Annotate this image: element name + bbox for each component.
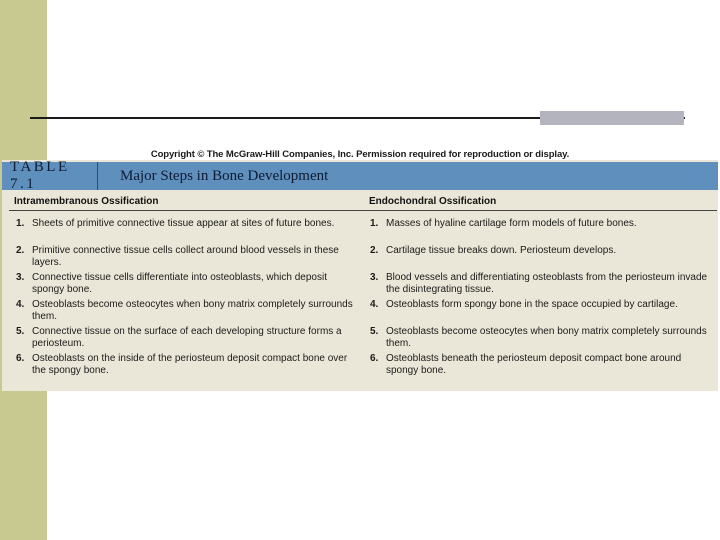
step-text: Primitive connective tissue cells collect around blood vessels in these layers. (32, 245, 339, 268)
step-number: 3. (16, 272, 25, 283)
step-text: Osteoblasts on the inside of the periosteum deposit compact bone over the spongy bone. (32, 353, 348, 376)
step-text: Connective tissue on the surface of each developing structure forms a periosteum. (32, 326, 342, 349)
step-number: 5. (16, 326, 25, 337)
copyright-notice: Copyright © The McGraw-Hill Companies, Inc. Permission required for reproduction or display. (150, 149, 570, 160)
step-number: 6. (16, 353, 25, 364)
table-row (370, 218, 710, 241)
step-number: 3. (370, 272, 379, 283)
table-row (16, 272, 356, 295)
step-text: Osteoblasts become osteocytes when bony matrix completely surrounds them. (32, 299, 353, 322)
column-header-intramembranous: Intramembranous Ossification (14, 196, 159, 207)
step-text: Blood vessels and differentiating osteoblasts from the periosteum invade the disintegrating tissue. (386, 272, 708, 295)
step-text: Connective tissue cells differentiate into osteoblasts, which deposit spongy bone. (32, 272, 327, 295)
table-row (16, 326, 356, 349)
table-header (2, 159, 718, 192)
endochondral-steps (370, 218, 710, 380)
step-number: 2. (16, 245, 25, 256)
table-row (370, 353, 710, 376)
step-number: 2. (370, 245, 379, 256)
column-header-divider (9, 210, 717, 211)
step-text: Masses of hyaline cartilage form models of future bones. (386, 218, 637, 229)
table-row (370, 326, 710, 349)
step-number: 5. (370, 326, 379, 337)
table-number: TABLE 7.1 (2, 162, 98, 190)
step-text: Osteoblasts beneath the periosteum deposit compact bone around spongy bone. (386, 353, 682, 376)
column-header-endochondral: Endochondral Ossification (369, 196, 497, 207)
step-number: 1. (16, 218, 25, 229)
table-title: Major Steps in Bone Development (120, 167, 329, 184)
step-text: Osteoblasts form spongy bone in the space occupied by cartilage. (386, 299, 678, 310)
table-row (16, 299, 356, 322)
table-row (16, 353, 356, 376)
step-number: 6. (370, 353, 379, 364)
step-number: 4. (370, 299, 379, 310)
table-row (370, 245, 710, 268)
table-row (370, 272, 710, 295)
step-text: Cartilage tissue breaks down. Periosteum develops. (386, 245, 617, 256)
step-text: Osteoblasts become osteocytes when bony matrix completely surrounds them. (386, 326, 707, 349)
table-row (16, 245, 356, 268)
step-number: 1. (370, 218, 379, 229)
table-row (16, 218, 356, 241)
step-text: Sheets of primitive connective tissue appear at sites of future bones. (32, 218, 335, 229)
intramembranous-steps (16, 218, 356, 380)
title-divider-accent (540, 111, 684, 125)
table-row (370, 299, 710, 322)
step-number: 4. (16, 299, 25, 310)
